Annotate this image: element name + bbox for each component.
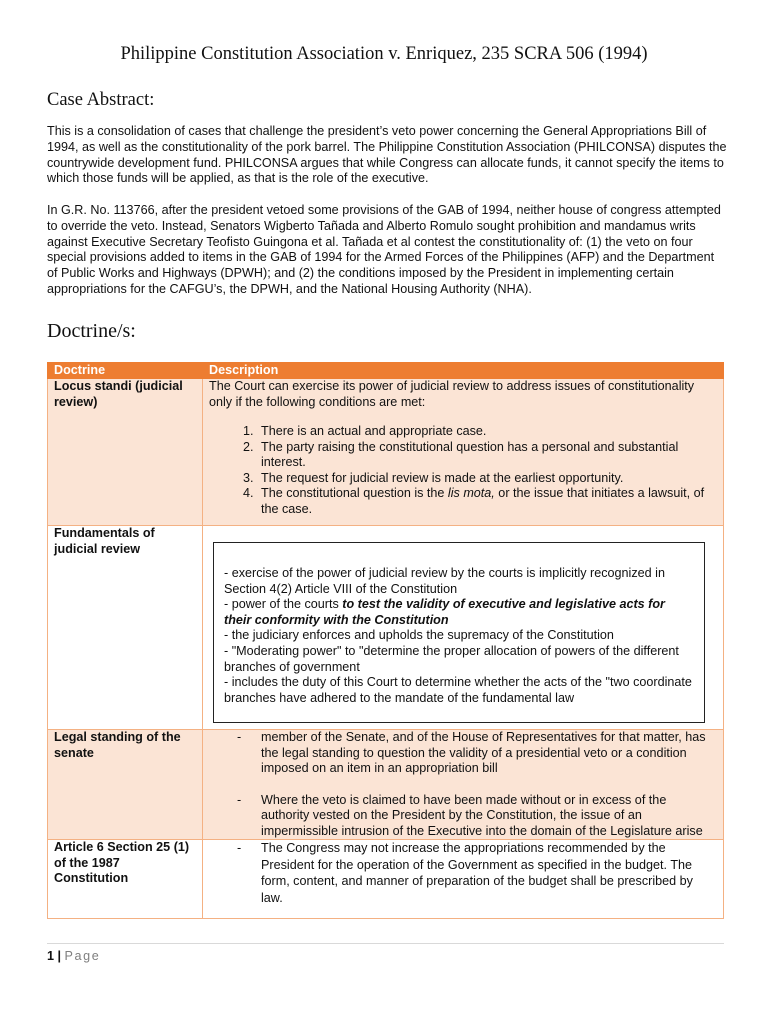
list-item: 1. There is an actual and appropriate case. (257, 424, 717, 440)
document-title: Philippine Constitution Association v. Enriquez, 235 SCRA 506 (1994) (120, 44, 648, 64)
doctrine-term: Legal standing of the senate (48, 730, 203, 840)
list-item (257, 486, 717, 517)
text-span: - power of the courts (224, 597, 343, 612)
doctrine-description (203, 526, 724, 730)
page-label: Page (64, 949, 101, 963)
box-line: - the judiciary enforces and upholds the supremacy of the Constitution (224, 628, 614, 643)
page-number: 1 (47, 949, 55, 963)
list-item: - Where the veto is claimed to have been made without or in excess of the authority vested on the President by the Constitution, the issue of an impermissible intrusion of the Executive into the domain of the Legislature arise (237, 793, 717, 840)
abstract-paragraph-2: In G.R. No. 113766, after the president vetoed some provisions of the GAB of 1994, neither house of congress attempted to override the veto. Instead, Senators Wigberto Tañada and Alberto Romulo sought prohibition and mandamus writs against Executive Secretary Teofisto Guingona et al. Tañada et al contest the constitutionality of: (1) the veto on four special provisions added to items in the GAB of 1994 for the Armed Forces of the Philippines (AFP) and the Department of Public Works and Highways (DPWH); and (2) the conditions imposed by the President in implementing certain appropriations for the CAFGU’s, the DPWH, and the National Housing Authority (NHA). (47, 203, 721, 296)
table-row (48, 526, 724, 730)
list-item: 2. The party raising the constitutional question has a personal and substantial interest. (257, 440, 717, 471)
list-item: - The Congress may not increase the appropriations recommended by the President for the operation of the Government as specified in the budget. The form, content, and manner of preparation of the budget shall be prescribed by law. (237, 840, 717, 906)
list-item: 3. The request for judicial review is made at the earliest opportunity. (257, 471, 717, 487)
table-header-row (48, 363, 724, 379)
latin-term: lis mota, (447, 486, 495, 500)
text-span: The constitutional question is the (261, 486, 448, 500)
page-separator: | (54, 949, 65, 963)
text-box (213, 542, 705, 723)
footer-divider (47, 943, 724, 944)
box-line: - includes the duty of this Court to determine whether the acts of the "two coordinate branches have adhered to the mandate of the fundamental law (224, 675, 692, 705)
description-intro: The Court can exercise its power of judicial review to address issues of constitutionality only if the following conditions are met: (209, 379, 695, 409)
dash-list (209, 793, 717, 840)
text-span: or the issue that initiates a lawsuit, of the case. (261, 486, 705, 516)
doctrine-term: Article 6 Section 25 (1) of the 1987 Constitution (48, 840, 203, 919)
page-footer (47, 949, 100, 963)
case-abstract-heading: Case Abstract: (47, 90, 155, 110)
list-item: - member of the Senate, and of the House of Representatives for that matter, has the legal standing to question the validity of a presidential veto or a condition imposed on an item in an appropriation bill (237, 730, 717, 777)
column-header-doctrine: Doctrine (48, 363, 203, 379)
doctrine-table (47, 362, 724, 919)
doctrines-heading: Doctrine/s: (47, 320, 136, 342)
conditions-list (209, 424, 717, 517)
emphasis-text: to test the validity of executive and legislative acts for their conformity with the Constitution (224, 597, 665, 627)
doctrine-description (203, 379, 724, 526)
dash-list (209, 730, 717, 777)
abstract-paragraph-1: This is a consolidation of cases that challenge the president’s veto power concerning the General Appropriations Bill of 1994, as well as the constitutionality of the pork barrel. The Philippine Constitution Association (PHILCONSA) disputes the countrywide development fund. PHILCONSA argues that while Congress can allocate funds, it cannot specify the items to which those funds will be applied, as that is the role of the executive. (47, 124, 727, 186)
table-row (48, 379, 724, 526)
doctrine-term: Locus standi (judicial review) (48, 379, 203, 526)
doctrine-description (203, 840, 724, 919)
box-line: - "Moderating power" to "determine the proper allocation of powers of the different branches of government (224, 643, 679, 674)
table-row (48, 840, 724, 919)
table-row (48, 730, 724, 840)
box-line (224, 597, 694, 628)
column-header-description: Description (203, 363, 724, 379)
box-line: - exercise of the power of judicial review by the courts is implicitly recognized in Section 4(2) Article VIII of the Constitution (224, 566, 665, 596)
doctrine-description (203, 730, 724, 840)
doctrine-term: Fundamentals of judicial review (48, 526, 203, 730)
dash-list (209, 840, 717, 906)
